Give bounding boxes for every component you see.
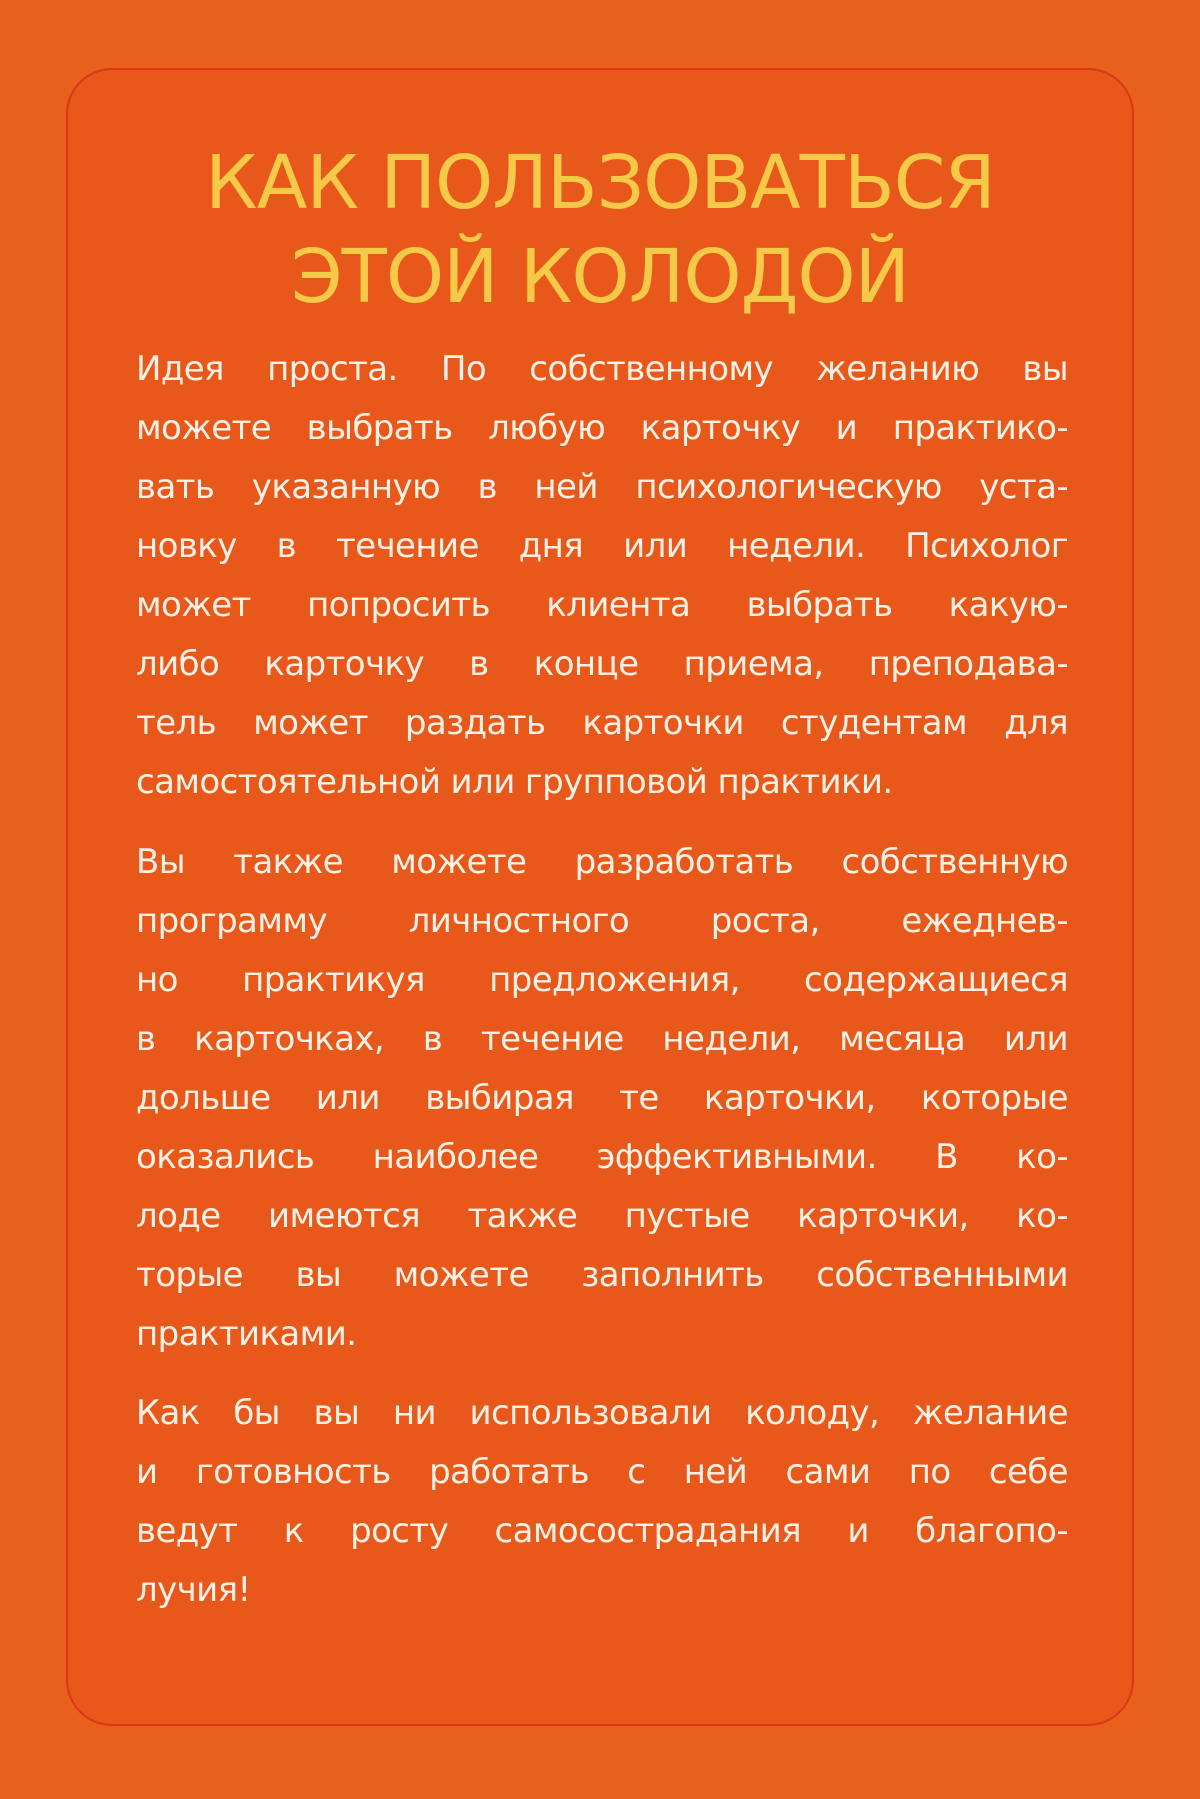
paragraph-idea — [136, 340, 1068, 812]
text-line: лоде имеются также пустые карточки, ко- — [136, 1196, 1068, 1236]
text-line: лучия! — [136, 1570, 251, 1610]
text-line: торые вы можете заполнить собственными — [136, 1255, 1068, 1295]
text-line: дольше или выбирая те карточки, которые — [136, 1078, 1068, 1118]
instruction-card — [66, 68, 1134, 1726]
page-title — [68, 136, 1132, 324]
text-line: новку в течение дня или недели. Психолог — [136, 526, 1068, 566]
text-line: тель может раздать карточки студентам для — [136, 703, 1068, 743]
title-line-1: КАК ПОЛЬЗОВАТЬСЯ — [205, 140, 995, 226]
text-line: практиками. — [136, 1314, 357, 1354]
text-line: может попросить клиента выбрать какую- — [136, 585, 1068, 625]
text-line: но практикуя предложения, содержащиеся — [136, 960, 1068, 1000]
text-line: Идея проста. По собственному желанию вы — [136, 349, 1068, 389]
text-line: самостоятельной или групповой практики. — [136, 762, 893, 802]
paragraph-conclusion — [136, 1384, 1068, 1620]
text-line: оказались наиболее эффективными. В ко- — [136, 1137, 1068, 1177]
text-line: программу личностного роста, ежеднев- — [136, 901, 1068, 941]
text-line: в карточках, в течение недели, месяца или — [136, 1019, 1068, 1059]
text-line: можете выбрать любую карточку и практико- — [136, 408, 1068, 448]
text-line: вать указанную в ней психологическую уста- — [136, 467, 1068, 507]
text-line: ведут к росту самосострадания и благопо- — [136, 1511, 1068, 1551]
paragraph-program — [136, 833, 1068, 1364]
text-line: и готовность работать с ней сами по себе — [136, 1452, 1068, 1492]
text-line: либо карточку в конце приема, преподава- — [136, 644, 1068, 684]
text-line: Как бы вы ни использовали колоду, желание — [136, 1393, 1068, 1433]
title-line-2: ЭТОЙ КОЛОДОЙ — [290, 234, 910, 320]
text-line: Вы также можете разработать собственную — [136, 842, 1068, 882]
